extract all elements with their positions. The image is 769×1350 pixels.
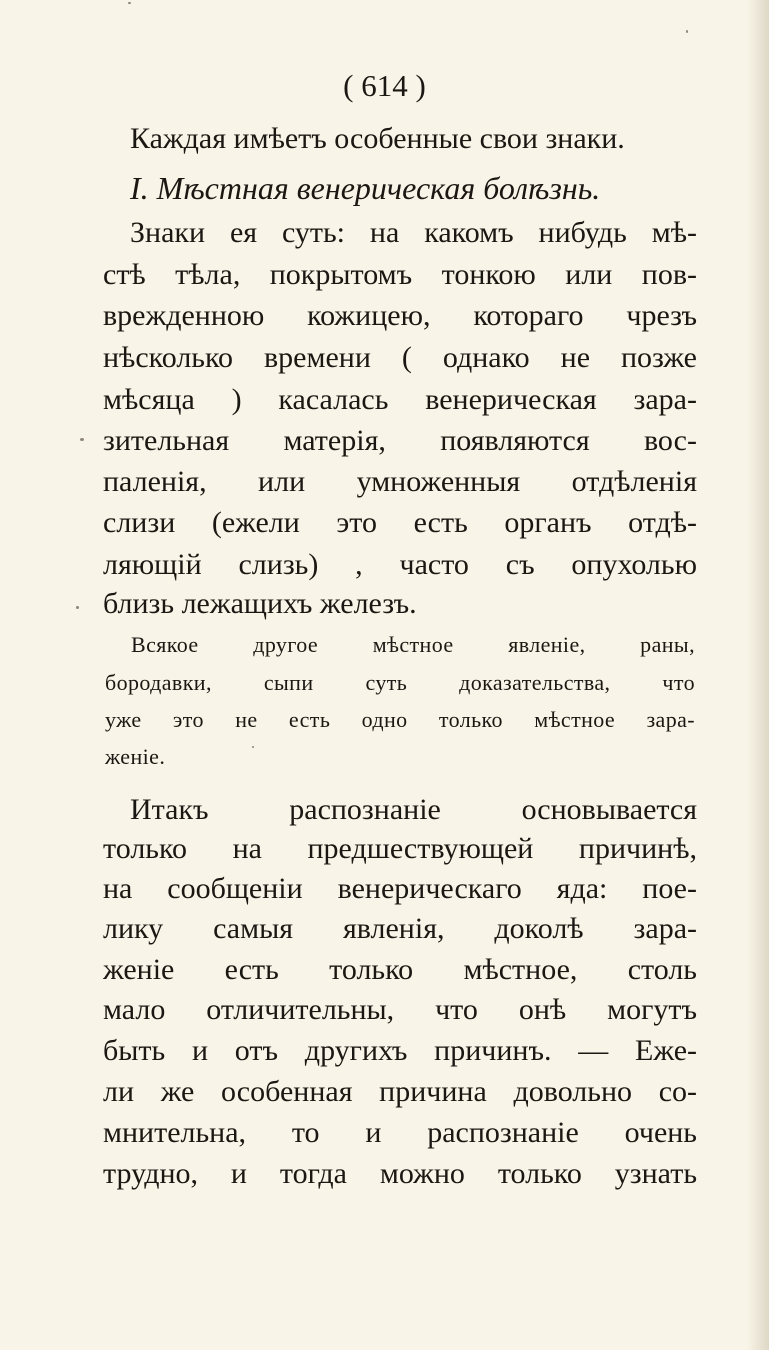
section-subheading: I. Мѣстная венерическая болѣзнь. (130, 170, 601, 206)
paragraph-2-line: быть и отъ другихъ причинъ. — Еже- (103, 1034, 697, 1067)
paragraph-2-line: мало отличительны, что онѣ могутъ (103, 993, 697, 1026)
paragraph-1-line: нѣсколько времени ( однако не позже (103, 341, 697, 374)
page-number: ( 614 ) (343, 68, 426, 103)
paragraph-2-line: трудно, и тогда можно только узнать (103, 1157, 697, 1190)
paragraph-2-line: женіе есть только мѣстное, столь (103, 953, 697, 986)
paragraph-2-line: ли же особенная причина довольно со- (103, 1075, 697, 1108)
paragraph-1-line: слизи (ежели это есть органъ отдѣ- (103, 506, 697, 539)
paragraph-1-line: близь лежащихъ железъ. (103, 587, 417, 620)
paragraph-1-line: зительная матерія, появляются вос- (103, 424, 697, 457)
paragraph-1-line: Знаки ея суть: на какомъ нибудь мѣ- (130, 216, 697, 249)
paragraph-2-line: Итакъ распознаніе основывается (130, 793, 697, 826)
section-heading: Каждая имѣетъ особенные свои знаки. (130, 122, 625, 155)
paragraph-1-line: мѣсяца ) касалась венерическая зара- (103, 383, 697, 416)
scan-speck (80, 438, 84, 441)
paragraph-2-line: лику самыя явленія, доколѣ зара- (103, 912, 697, 945)
note-line: уже это не есть одно только мѣстное зара- (105, 707, 695, 732)
paragraph-2-line: на сообщеніи венерическаго яда: пое- (103, 872, 697, 905)
page-gutter-shadow (747, 0, 769, 1350)
note-line: женіе. (105, 744, 166, 769)
note-line: Всякое другое мѣстное явленіе, раны, (131, 632, 695, 657)
scan-speck (686, 30, 688, 33)
scan-speck (76, 606, 79, 609)
scan-speck (128, 2, 131, 4)
note-line: бородавки, сыпи суть доказательства, что (105, 670, 695, 695)
paragraph-1-line: паленія, или умноженныя отдѣленія (103, 465, 697, 498)
paragraph-2-line: только на предшествующей причинѣ, (103, 832, 697, 865)
scan-speck (252, 746, 254, 748)
paragraph-1-line: врежденною кожицею, котораго чрезъ (103, 299, 697, 332)
paragraph-1-line: ляющій слизь) , часто съ опухолью (103, 548, 697, 581)
paragraph-2-line: мнительна, то и распознаніе очень (103, 1116, 697, 1149)
paragraph-1-line: стѣ тѣла, покрытомъ тонкою или пов- (103, 258, 697, 291)
